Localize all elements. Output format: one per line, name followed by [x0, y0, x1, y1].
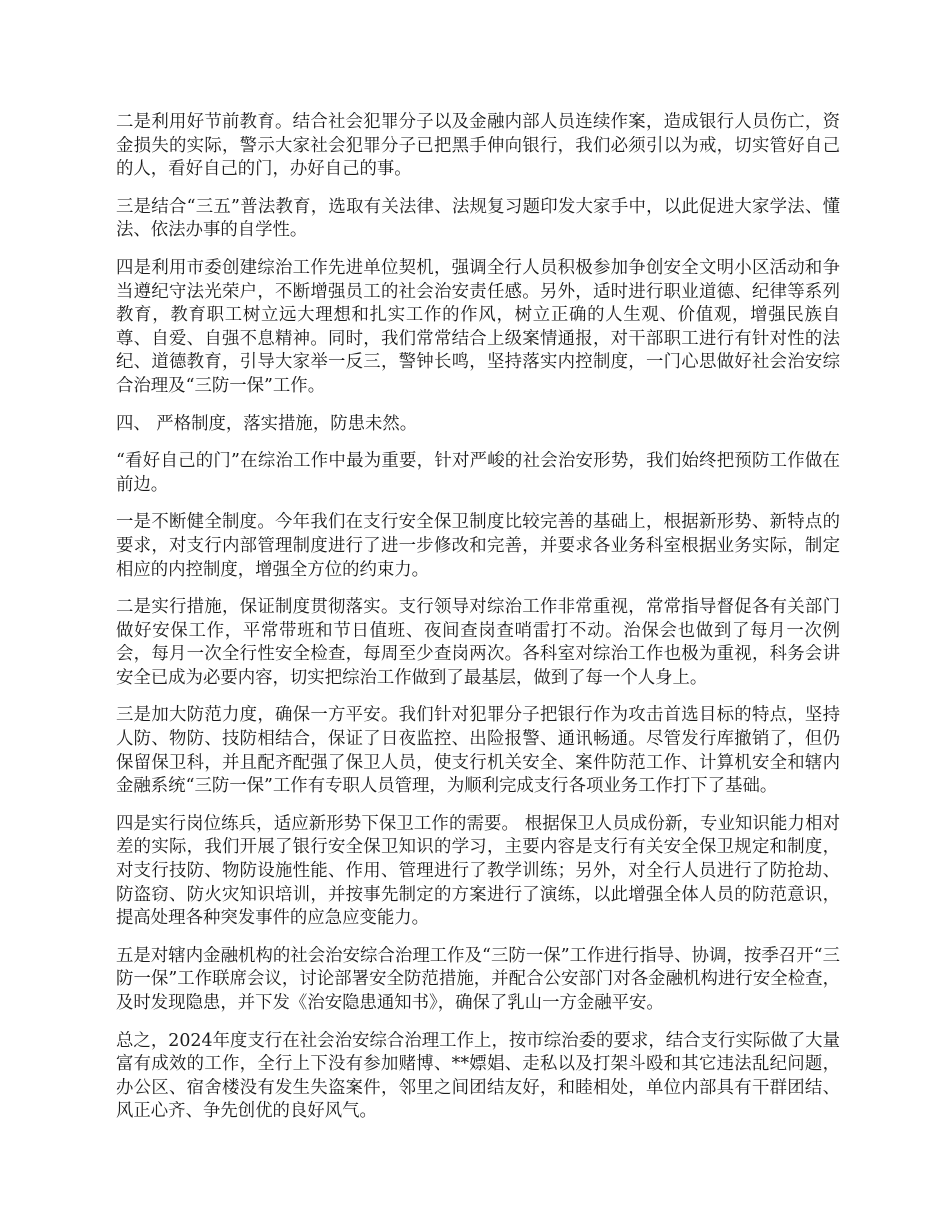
paragraph-pre-holiday-education: 二是利用好节前教育。结合社会犯罪分子以及金融内部人员连续作案，造成银行人员伤亡，资金损失的实际，警示大家社会犯罪分子已把黑手伸向银行，我们必须引以为戒，切实管好自己的人，看好自己的门，办好自己的事。: [116, 112, 840, 180]
paragraph-guard-door: “看好自己的门”在综治工作中最为重要，针对严峻的社会治安形势，我们始终把预防工作做在前边。: [116, 451, 840, 495]
paragraph-improve-system: 一是不断健全制度。今年我们在支行安全保卫制度比较完善的基础上，根据新形势、新特点的要求，对支行内部管理制度进行了进一步修改和完善，并要求各业务科室根据业务实际，制定相应的内控制度，增强全方位的约束力。: [116, 512, 840, 580]
paragraph-guidance: 五是对辖内金融机构的社会治安综合治理工作及“三防一保”工作进行指导、协调，按季召开“三防一保”工作联席会议，讨论部署安全防范措施，并配合公安部门对各金融机构进行安全检查，及时发现隐患，并下发《治安隐患通知书》，确保了乳山一方金融平安。: [116, 945, 840, 1013]
paragraph-law-education: 三是结合“三五”普法教育，选取有关法律、法规复习题印发大家手中，以此促进大家学法、懂法、依法办事的自学性。: [116, 196, 840, 241]
paragraph-prevention: 三是加大防范力度，确保一方平安。我们针对犯罪分子把银行作为攻击首选目标的特点，坚持人防、物防、技防相结合，保证了日夜监控、出险报警、通讯畅通。尽管发行库撤销了，但仍保留保卫科，并且配齐配强了保卫人员，使支行机关安全、案件防范工作、计算机安全和辖内金融系统“三防一保”工作有专职人员管理，为顺利完成支行各项业务工作打下了基础。: [116, 705, 840, 797]
paragraph-advanced-unit: 四是利用市委创建综治工作先进单位契机，强调全行人员积极参加争创安全文明小区活动和争当遵纪守法光荣户，不断增强员工的社会治安责任感。另外，适时进行职业道德、纪律等系列教育，教育职工树立远大理想和扎实工作的作风，树立正确的人生观、价值观，增强民族自尊、自爱、自强不息精神。同时，我们常常结合上级案情通报，对干部职工进行有针对性的法纪、道德教育，引导大家举一反三，警钟长鸣，坚持落实内控制度，一门心思做好社会治安综合治理及“三防一保”工作。: [116, 257, 840, 396]
paragraph-implement-measures: 二是实行措施，保证制度贯彻落实。支行领导对综治工作非常重视，常常指导督促各有关部门做好安保工作，平常带班和节日值班、夜间查岗查哨雷打不动。治保会也做到了每月一次例会，每月一次全行性安全检查，每周至少查岗两次。各科室对综治工作也极为重视，科务会讲安全已成为必要内容，切实把综治工作做到了最基层，做到了每一个人身上。: [116, 597, 840, 688]
paragraph-summary: 总之，2024年度支行在社会治安综合治理工作上，按市综治委的要求，结合支行实际做了大量富有成效的工作，全行上下没有参加赌博、**嫖娼、走私以及打架斗殴和其它违法乱纪问题，办公区、宿舍楼没有发生失盗案件，邻里之间团结友好，和睦相处，单位内部具有干群团结、风正心齐、争先创优的良好风气。: [116, 1030, 840, 1122]
section-heading-strict-system: 四、 严格制度，落实措施，防患未然。: [116, 413, 418, 434]
paragraph-training: 四是实行岗位练兵，适应新形势下保卫工作的需要。 根据保卫人员成份新，专业知识能力相对差的实际，我们开展了银行安全保卫知识的学习，主要内容是支行有关安全保卫规定和制度，对支行技防、物防设施性能、作用、管理进行了教学训练；另外，对全行人员进行了防抢劫、防盗窃、防火灾知识培训，并按事先制定的方案进行了演练，以此增强全体人员的防范意识，提高处理各种突发事件的应急应变能力。: [116, 813, 840, 929]
